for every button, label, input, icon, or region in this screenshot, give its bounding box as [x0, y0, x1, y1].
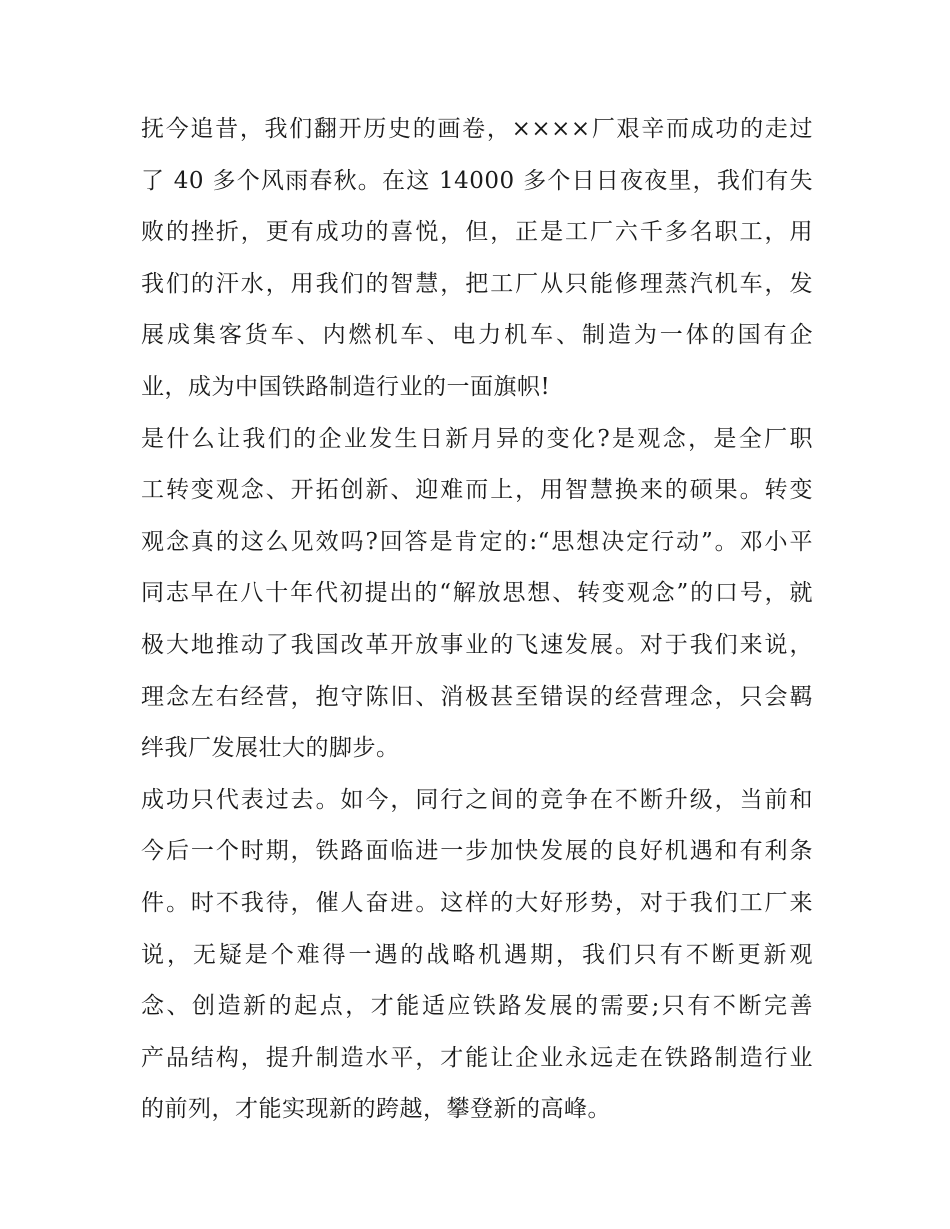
- text-line: 抚今追昔，我们翻开历史的画卷，××××厂艰辛而成功的走过: [141, 116, 813, 142]
- text-line: 败的挫折，更有成功的喜悦，但，正是工厂六千多名职工，用: [141, 219, 813, 246]
- text-line: 了 40 多个风雨春秋。在这 14000 多个日日夜夜里，我们有失: [141, 167, 813, 194]
- text-line: 件。时不我待，催人奋进。这样的大好形势，对于我们工厂来: [141, 889, 813, 916]
- paragraph: [141, 104, 813, 414]
- text-line: 同志早在八十年代初提出的“解放思想、转变观念”的口号，就: [141, 580, 813, 607]
- text-line: 的前列，才能实现新的跨越，攀登新的高峰。: [141, 1096, 611, 1123]
- text-line: 今后一个时期，铁路面临进一步加快发展的良好机遇和有利条: [141, 838, 813, 865]
- text-line: 说，无疑是个难得一遇的战略机遇期，我们只有不断更新观: [141, 941, 813, 968]
- text-line: 展成集客货车、内燃机车、电力机车、制造为一体的国有企: [141, 322, 813, 349]
- text-line: 是什么让我们的企业发生日新月异的变化?是观念，是全厂职: [141, 425, 813, 452]
- text-line: 观念真的这么见效吗?回答是肯定的:“思想决定行动”。邓小平: [141, 528, 813, 555]
- paragraph: [141, 775, 813, 1136]
- document-body: [141, 104, 813, 1136]
- text-line: 产品结构，提升制造水平，才能让企业永远走在铁路制造行业: [141, 1044, 813, 1071]
- text-line: 极大地推动了我国改革开放事业的飞速发展。对于我们来说，: [141, 631, 813, 658]
- text-line: 成功只代表过去。如今，同行之间的竞争在不断升级，当前和: [141, 786, 813, 813]
- paragraph: [141, 414, 813, 775]
- text-line: 绊我厂发展壮大的脚步。: [141, 735, 400, 762]
- text-line: 我们的汗水，用我们的智慧，把工厂从只能修理蒸汽机车，发: [141, 270, 813, 297]
- text-line: 业，成为中国铁路制造行业的一面旗帜!: [141, 373, 551, 400]
- text-line: 念、创造新的起点，才能适应铁路发展的需要;只有不断完善: [141, 993, 813, 1020]
- text-line: 工转变观念、开拓创新、迎难而上，用智慧换来的硕果。转变: [141, 477, 813, 504]
- text-line: 理念左右经营，抱守陈旧、消极甚至错误的经营理念，只会羁: [141, 683, 813, 710]
